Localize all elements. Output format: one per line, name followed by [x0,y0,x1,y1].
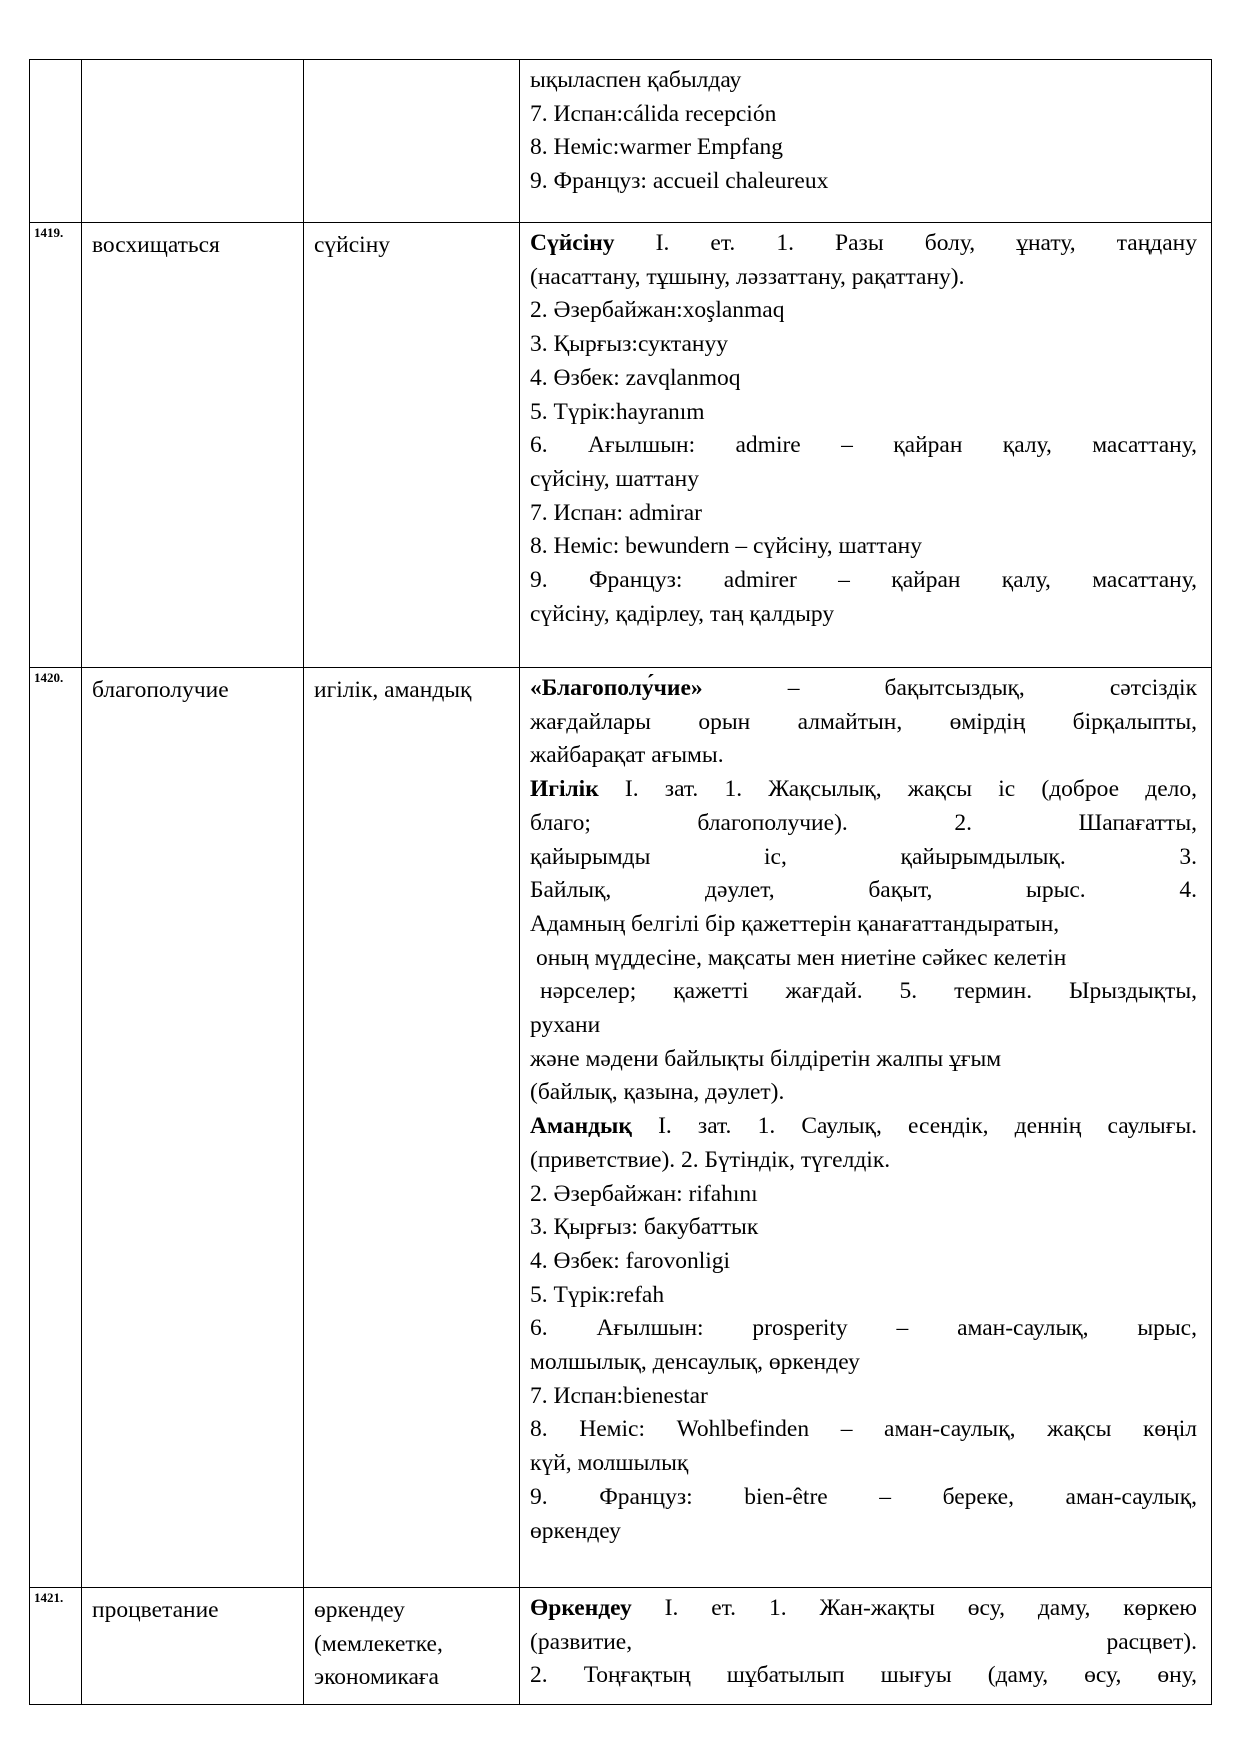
definition-line: 2. Әзербайжан: rifahını [530,1180,758,1207]
definition-cell [520,1588,1212,1705]
definition-line: (приветствие). 2. Бүтіндік, түгелдік. [530,1146,891,1173]
definition-line: 8. Неміс: Wohlbefinden – аман-саулық, жақсы көңіл [530,1416,1197,1443]
definition-line: жағдайлары орын алмайтын, өмірдің бірқалыпты, [530,708,1197,735]
kazakh-term [304,60,520,223]
definition-line: 7. Испан:cálida recepción [530,100,777,127]
definition-line: ықыласпен қабылдау [530,67,742,93]
definition-line: оның мүддесіне, мақсаты мен ниетіне сәйкес келетін [536,944,1067,971]
headword: Өркендеу [530,1595,632,1621]
definition-line: 9. Француз: bien-être – береке, аман-саулық, [530,1483,1197,1510]
definition-line: 3. Қырғыз: бакубаттык [530,1214,759,1241]
definition-line: 5. Түрік:refah [530,1281,665,1308]
definition-cell [520,60,1212,223]
entry-number: 1419. [30,223,82,668]
definition-line: және мәдени байлықты білдіретін жалпы ұғым [530,1045,1002,1072]
definition-line: 9. Француз: admirer – қайран қалу, масаттану, [530,567,1197,594]
definition-line: 2. Әзербайжан:xoşlanmaq [530,297,785,324]
definition-cell [520,223,1212,668]
kazakh-term-line: өркендеу [314,1597,405,1623]
definition-line: қайырымды іс, қайырымдылық. 3. [530,843,1197,870]
definition-line: 2. Тоңғақтың шұбатылып шығуы (даму, өсу, өну, [530,1662,1197,1689]
definition-line: Өркендеу I. ет. 1. Жан-жақты өсу, даму, көркею [530,1595,1197,1621]
definition-line: 6. Ағылшын: admire – қайран қалу, масаттану, [530,432,1197,459]
kazakh-term-line: (мемлекетке, [314,1630,443,1657]
definition-line: рухани [530,1012,601,1039]
definition-line: благо; благополучие). 2. Шапағатты, [530,809,1197,836]
definition-line: 8. Неміс: bewundern – сүйсіну, шаттану [530,533,922,560]
definition-line: күй, молшылық [530,1450,689,1477]
headword: Сүйсіну [530,230,615,256]
kazakh-term-line: экономикаға [314,1664,439,1691]
definition-line: Сүйсіну I. ет. 1. Разы болу, ұнату, таңдану [530,230,1197,256]
definition-line: 7. Испан:bienestar [530,1382,708,1409]
table-row [30,1588,1212,1705]
dictionary-table [29,59,1212,1705]
definition-line: Адамның белгілі бір қажеттерін қанағаттандыратын, [530,910,1060,937]
definition-line: нәрселер; қажетті жағдай. 5. термин. Ырыздықты, [540,978,1197,1005]
definition-line: (байлық, қазына, дәулет). [530,1079,785,1106]
table-row [30,668,1212,1588]
russian-term: восхищаться [82,223,304,668]
definition-line: сүйсіну, қадірлеу, таң қалдыру [530,600,835,627]
headword: Амандық [530,1113,632,1140]
definition-line: өркендеу [530,1517,621,1544]
definition-line: 3. Қырғыз:суктануу [530,331,728,358]
definition-line: Байлық, дәулет, бақыт, ырыс. 4. [530,877,1197,904]
entry-number: 1420. [30,668,82,1588]
definition-line: Игілік I. зат. 1. Жақсылық, жақсы іс (доброе дело, [530,776,1197,803]
definition-line: «Благополу́чие» – бақытсыздық, сәтсіздік [530,675,1197,701]
kazakh-term: сүйсіну [304,223,520,668]
definition-line: (насаттану, тұшыну, ләззаттану, рақаттану). [530,263,965,290]
table-row [30,223,1212,668]
kazakh-term [304,1588,520,1705]
russian-term [82,60,304,223]
definition-line: 4. Өзбек: zavqlanmoq [530,364,741,391]
definition-cell [520,668,1212,1588]
definition-line: жайбарақат ағымы. [530,742,724,769]
table-row [30,60,1212,223]
definition-line: сүйсіну, шаттану [530,465,699,492]
definition-line: 9. Француз: accueil chaleureux [530,168,829,195]
russian-term: благополучие [82,668,304,1588]
definition-line: (развитие, расцвет). [530,1628,1197,1655]
kazakh-term: игілік, амандық [304,668,520,1588]
russian-term: процветание [82,1588,304,1705]
entry-number [30,60,82,223]
definition-line: Амандық I. зат. 1. Саулық, есендік, деннің саулығы. [530,1113,1197,1140]
definition-line: 8. Неміс:warmer Empfang [530,134,784,161]
definition-line: молшылық, денсаулық, өркендеу [530,1349,860,1376]
definition-line: 5. Түрік:hayranım [530,398,705,425]
definition-line: 7. Испан: admirar [530,499,702,526]
headword: Игілік [530,776,599,803]
definition-line: 6. Ағылшын: prosperity – аман-саулық, ырыс, [530,1315,1197,1342]
definition-line: 4. Өзбек: farovonligi [530,1247,731,1274]
headword: «Благополу́чие» [530,675,703,701]
entry-number: 1421. [30,1588,82,1705]
